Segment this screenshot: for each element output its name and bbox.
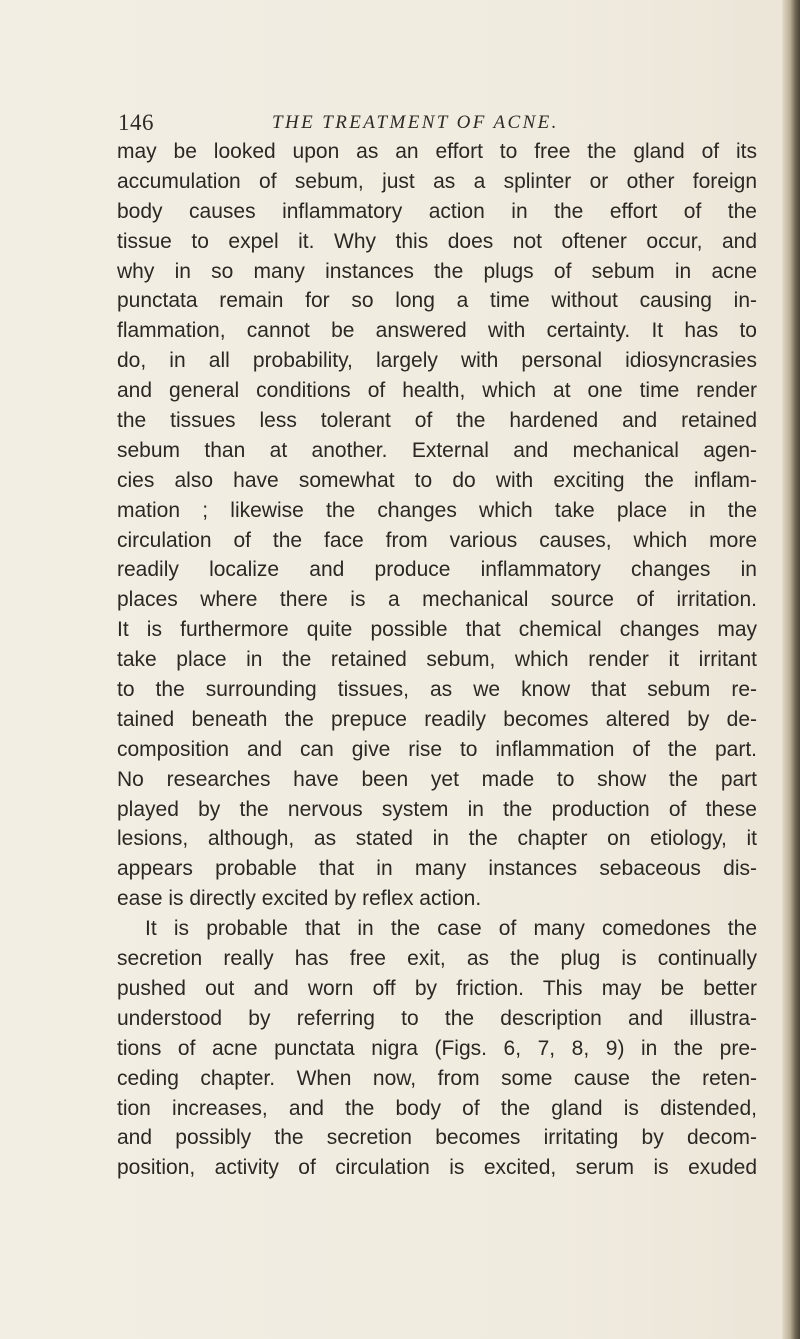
text-line: tissue to expel it. Why this does not oftener occur, and	[117, 229, 757, 253]
text-line: body causes inflammatory action in the effort of the	[117, 199, 757, 223]
text-line-paragraph-start: It is probable that in the case of many comedones the	[145, 917, 757, 941]
body-text	[117, 137, 757, 1183]
text-line: No researches have been yet made to show the part	[117, 767, 757, 791]
text-line: places where there is a mechanical source of irritation.	[117, 588, 757, 612]
page-edge-shadow	[782, 0, 800, 1339]
text-line: accumulation of sebum, just as a splinter or other foreign	[117, 169, 757, 193]
text-line: tions of acne punctata nigra (Figs. 6, 7, 8, 9) in the pre-	[117, 1036, 757, 1060]
text-line: and general conditions of health, which at one time render	[117, 379, 757, 403]
text-line: may be looked upon as an effort to free the gland of its	[117, 140, 757, 163]
text-line: pushed out and worn off by friction. This may be better	[117, 976, 757, 1000]
text-line: played by the nervous system in the production of these	[117, 797, 757, 821]
text-line-paragraph-end: ease is directly excited by reflex action.	[117, 887, 482, 911]
text-line: tained beneath the prepuce readily becomes altered by de-	[117, 707, 757, 731]
running-head	[118, 110, 678, 140]
text-line: lesions, although, as stated in the chapter on etiology, it	[117, 827, 757, 851]
text-line: ceding chapter. When now, from some cause the reten-	[117, 1066, 757, 1090]
text-line: why in so many instances the plugs of sebum in acne	[117, 259, 757, 283]
text-line: to the surrounding tissues, as we know that sebum re-	[117, 678, 757, 702]
text-line: circulation of the face from various causes, which more	[117, 528, 757, 552]
text-line: composition and can give rise to inflammation of the part.	[117, 737, 757, 761]
text-line: tion increases, and the body of the gland is distended,	[117, 1096, 757, 1120]
text-line: secretion really has free exit, as the plug is continually	[117, 947, 757, 971]
text-line: punctata remain for so long a time without causing in-	[117, 289, 757, 313]
text-line: sebum than at another. External and mechanical agen-	[117, 438, 757, 462]
text-line: do, in all probability, largely with personal idiosyncrasies	[117, 349, 757, 373]
text-line: understood by referring to the description and illustra-	[117, 1006, 757, 1030]
text-line: the tissues less tolerant of the hardened and retained	[117, 409, 757, 433]
running-head-title: THE TREATMENT OF ACNE.	[272, 112, 559, 133]
text-line: cies also have somewhat to do with exciting the inflam-	[117, 468, 757, 492]
text-line: readily localize and produce inflammatory changes in	[117, 558, 757, 582]
page-number: 146	[118, 110, 154, 135]
text-line: appears probable that in many instances sebaceous dis-	[117, 857, 757, 881]
text-line: take place in the retained sebum, which render it irritant	[117, 648, 757, 672]
text-line: It is furthermore quite possible that chemical changes may	[117, 618, 757, 642]
text-line: flammation, cannot be answered with certainty. It has to	[117, 319, 757, 343]
text-line: and possibly the secretion becomes irritating by decom-	[117, 1126, 757, 1150]
text-line: mation ; likewise the changes which take place in the	[117, 498, 757, 522]
text-line: position, activity of circulation is excited, serum is exuded	[117, 1156, 757, 1180]
